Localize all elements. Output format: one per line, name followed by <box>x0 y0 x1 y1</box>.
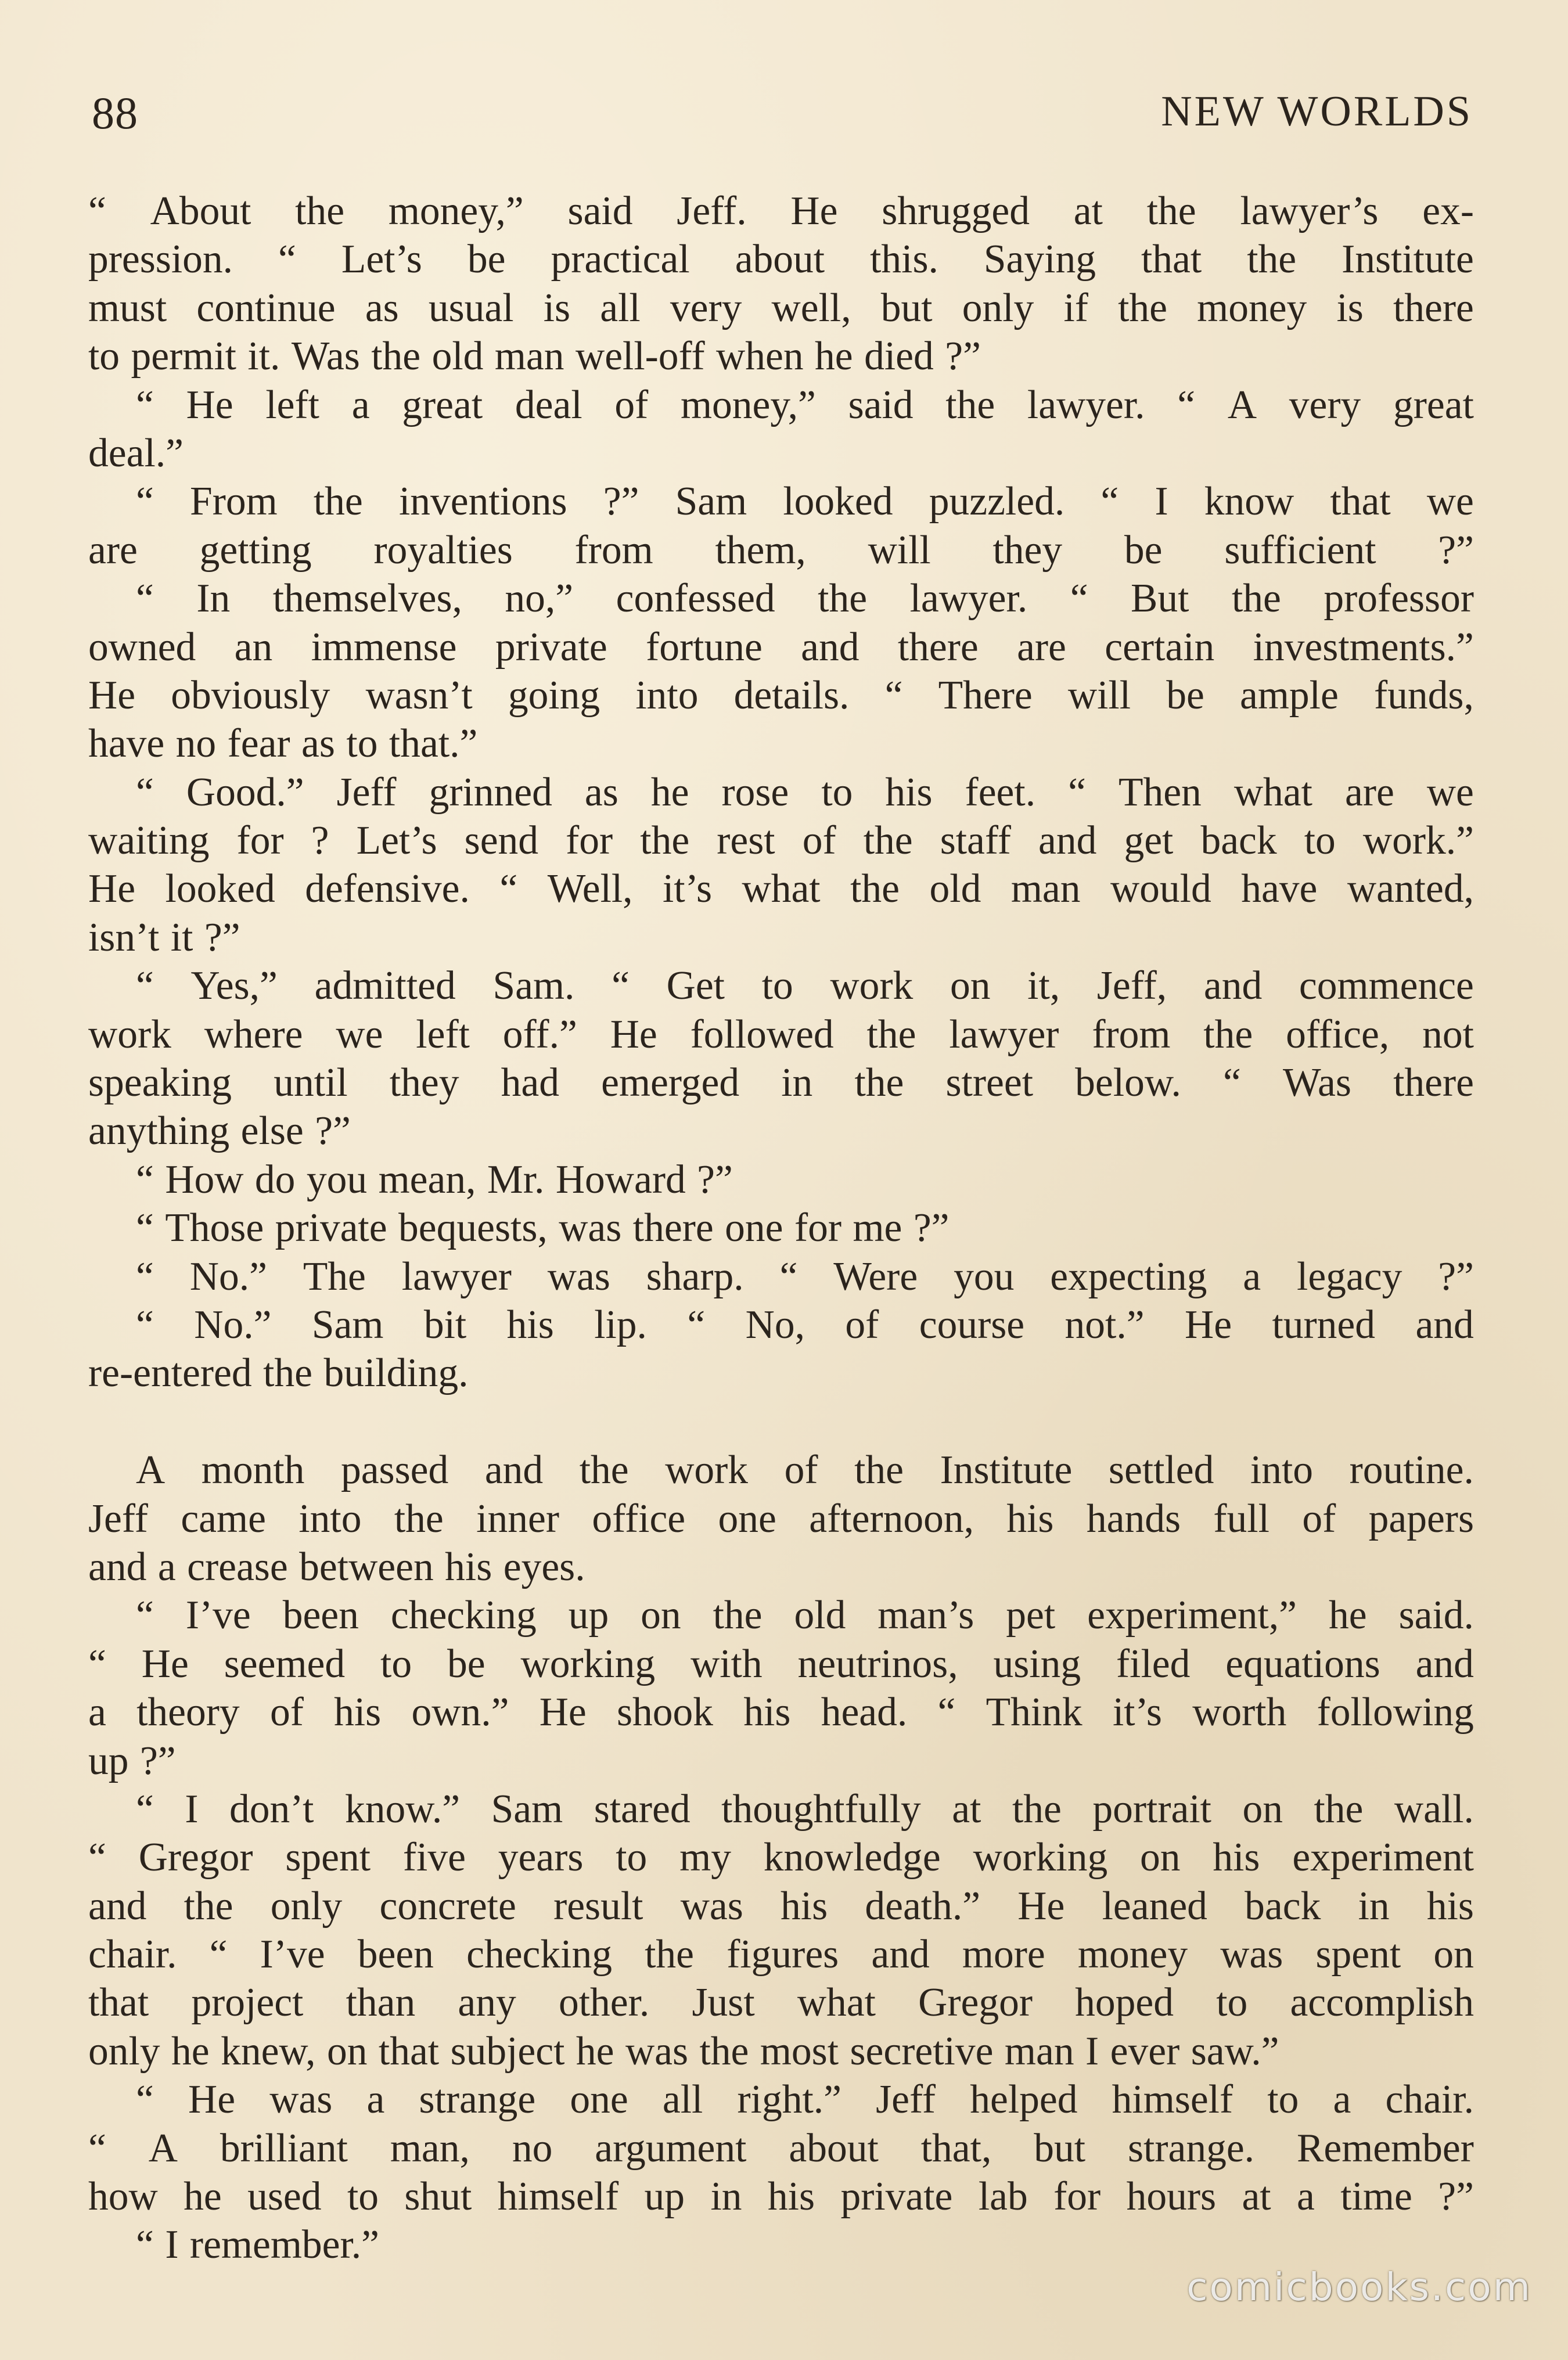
page-number: 88 <box>92 88 138 138</box>
text-line: “ He left a great deal of money,” said the lawyer. “ A very great <box>136 382 1474 427</box>
text-line: deal.” <box>88 430 184 476</box>
text-line: how he used to shut himself up in his private lab for hours at a time ?” <box>88 2174 1474 2219</box>
text-line: “ A brilliant man, no argument about that, but strange. Remember <box>88 2125 1474 2171</box>
text-line: A month passed and the work of the Institute settled into routine. <box>136 1448 1474 1493</box>
text-line: to permit it. Was the old man well-off when he died ?” <box>88 334 981 379</box>
text-line: “ From the inventions ?” Sam looked puzzled. “ I know that we <box>136 479 1474 524</box>
text-line: isn’t it ?” <box>88 915 240 960</box>
text-line: chair. “ I’ve been checking the figures and more money was spent on <box>88 1932 1474 1977</box>
text-line: owned an immense private fortune and there are certain investments.” <box>88 624 1474 670</box>
text-line: He looked defensive. “ Well, it’s what the old man would have wanted, <box>88 866 1474 912</box>
text-line: “ No.” The lawyer was sharp. “ Were you expecting a legacy ?” <box>136 1254 1474 1299</box>
text-line: He obviously wasn’t going into details. “ There will be ample funds, <box>88 672 1474 718</box>
text-line: “ How do you mean, Mr. Howard ?” <box>136 1157 733 1202</box>
text-line: have no fear as to that.” <box>88 721 478 767</box>
text-line: a theory of his own.” He shook his head. “ Think it’s worth following <box>88 1690 1474 1735</box>
page-header <box>92 87 1473 151</box>
text-line: “ He seemed to be working with neutrinos, using filed equations and <box>88 1641 1474 1686</box>
text-line: “ Gregor spent five years to my knowledge working on his experiment <box>88 1835 1474 1880</box>
text-line: up ?” <box>88 1738 176 1783</box>
text-line: and the only concrete result was his death.” He leaned back in his <box>88 1883 1474 1929</box>
text-line: Jeff came into the inner office one afternoon, his hands full of papers <box>88 1496 1474 1541</box>
text-line: re-entered the building. <box>88 1351 469 1396</box>
text-line: only he knew, on that subject he was the most secretive man I ever saw.” <box>88 2028 1279 2074</box>
text-line: speaking until they had emerged in the street below. “ Was there <box>88 1060 1474 1106</box>
body-text <box>88 187 1474 2269</box>
text-line: “ Yes,” admitted Sam. “ Get to work on it, Jeff, and commence <box>136 963 1474 1009</box>
text-line: must continue as usual is all very well, but only if the money is there <box>88 285 1474 330</box>
text-line: pression. “ Let’s be practical about this. Saying that the Institute <box>88 237 1474 282</box>
text-line: are getting royalties from them, will they be sufficient ?” <box>88 527 1474 573</box>
text-line: “ Those private bequests, was there one for me ?” <box>136 1206 950 1251</box>
text-line: “ No.” Sam bit his lip. “ No, of course not.” He turned and <box>136 1302 1474 1347</box>
text-line: “ I’ve been checking up on the old man’s pet experiment,” he said. <box>136 1593 1474 1638</box>
text-line: “ About the money,” said Jeff. He shrugged at the lawyer’s ex- <box>88 189 1474 233</box>
text-line: “ He was a strange one all right.” Jeff helped himself to a chair. <box>136 2077 1474 2122</box>
text-line: “ Good.” Jeff grinned as he rose to his feet. “ Then what are we <box>136 769 1474 815</box>
text-line: “ In themselves, no,” confessed the lawyer. “ But the professor <box>136 576 1474 621</box>
text-line: “ I remember.” <box>136 2222 380 2268</box>
running-head: NEW WORLDS <box>1161 88 1473 135</box>
text-line: that project than any other. Just what Gregor hoped to accomplish <box>88 1980 1474 2026</box>
text-line <box>88 1398 1474 1446</box>
watermark: comicbooks.com <box>1186 2265 1532 2309</box>
text-line: anything else ?” <box>88 1109 351 1154</box>
text-line: work where we left off.” He followed the lawyer from the office, not <box>88 1012 1474 1057</box>
text-line: waiting for ? Let’s send for the rest of the staff and get back to work.” <box>88 818 1474 864</box>
text-line: “ I don’t know.” Sam stared thoughtfully at the portrait on the wall. <box>136 1786 1474 1832</box>
text-line: and a crease between his eyes. <box>88 1544 585 1589</box>
